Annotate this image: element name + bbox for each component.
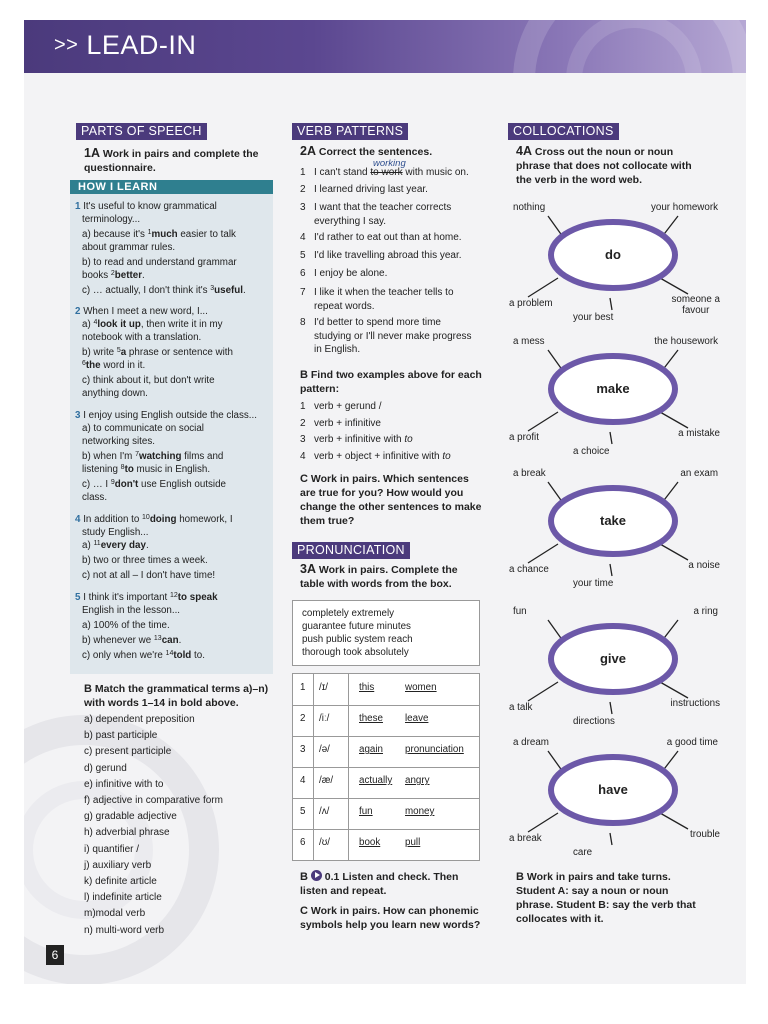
web-noun-bottom-middle: a choice (573, 446, 610, 457)
option-text: class. (82, 492, 108, 503)
exercise-4b (516, 870, 696, 926)
web-connector (528, 278, 558, 297)
exercise-number: C (300, 905, 308, 917)
phoneme-symbol: /ʌ/ (319, 806, 330, 817)
option-text: to. (191, 650, 205, 661)
term-item: f) adjective in comparative form (84, 795, 223, 807)
term-item: a) dependent preposition (84, 714, 195, 725)
exercise-4a (516, 144, 692, 187)
question-3 (75, 409, 270, 504)
example-word: money (405, 806, 435, 817)
web-verb: give (599, 651, 626, 666)
exercise-instruction: phrase that does not collocate with (516, 160, 692, 172)
question-text: I think it's important (83, 592, 170, 603)
term-item: k) definite article (84, 876, 157, 888)
sentence-number: 7 (300, 287, 306, 298)
sentence-text: I learned driving last year. (314, 184, 428, 195)
web-connector (660, 544, 688, 560)
textbook-page (24, 20, 746, 984)
word-box (292, 600, 480, 666)
exercise-instruction: Work in pairs. Complete the (318, 564, 458, 576)
web-noun-top-left: a dream (513, 737, 549, 748)
table-row (293, 829, 479, 860)
sentence-item (300, 267, 486, 281)
term-item: n) multi-word verb (84, 924, 165, 936)
option-text: about grammar rules. (82, 242, 176, 253)
collocations-heading: COLLOCATIONS (508, 123, 619, 140)
question-4 (75, 513, 270, 582)
page-title (54, 30, 196, 61)
struck-word: to work (370, 167, 403, 178)
word-web (508, 468, 728, 598)
superscript-number: 3 (210, 285, 215, 292)
exercise-instruction: Work in pairs and complete the (102, 148, 259, 160)
question-5 (75, 591, 270, 662)
bold-word: look it up (97, 319, 141, 330)
question-text: study English... (82, 527, 149, 538)
option-text: networking sites. (82, 436, 155, 447)
word-web (508, 606, 728, 736)
word-box-line: thorough took absolutely (302, 647, 409, 658)
web-noun-top-right: an exam (680, 468, 718, 479)
word-web (508, 336, 728, 466)
sentence-item (300, 183, 486, 197)
web-noun-bottom-middle: your time (573, 578, 614, 589)
sentence-text: in English. (314, 344, 361, 355)
option-text: films and (181, 451, 224, 462)
question-text: I enjoy using English outside the class... (83, 410, 257, 421)
exercise-instruction: the verb in the word web. (516, 174, 643, 186)
option-text: c) think about it, but don't write (82, 375, 215, 386)
option-text: a) because it's (82, 229, 148, 240)
question-2 (75, 305, 270, 400)
web-connector (610, 833, 612, 845)
example-word: leave (405, 713, 429, 724)
bold-word: every day (100, 540, 146, 551)
example-word: angry (405, 775, 430, 786)
term-item: e) infinitive with to (84, 778, 164, 790)
sentence-text: I'd better to spend more time (314, 317, 441, 328)
exercise-instruction: Cross out the noun or noun (534, 146, 674, 158)
word-web (508, 202, 728, 332)
question-text: It's useful to know grammatical (83, 201, 217, 212)
sentence-item (300, 166, 486, 180)
word-web-graphic (508, 606, 728, 736)
option-text: , then write it in my (140, 319, 223, 330)
audio-play-icon[interactable] (311, 870, 322, 881)
sentence-number: 5 (300, 250, 306, 261)
term-item: d) gerund (84, 762, 127, 774)
row-number: 5 (300, 806, 306, 817)
word-web (508, 737, 728, 867)
sentence-text: repeat words. (314, 300, 375, 312)
option-text: b) two or three times a week. (82, 555, 208, 566)
web-connector (610, 298, 612, 310)
handwritten-correction: working (373, 158, 406, 169)
example-word: book (359, 837, 381, 848)
web-noun-top-left: a break (513, 468, 546, 479)
option-text: books (82, 270, 111, 281)
option-text: music in English. (133, 464, 211, 475)
page-number: 6 (46, 945, 64, 965)
sentence-text: with music on. (402, 167, 469, 178)
option-text: c) … actually, I don't think it's (82, 285, 211, 296)
exercise-instruction: change the other sentences to make (300, 501, 482, 513)
option-text: word in it. (100, 360, 146, 371)
pattern-text: to (442, 450, 451, 462)
exercise-3a (300, 562, 458, 591)
question-number: 1 (75, 201, 81, 212)
sentence-text: I want that the teacher corrects (314, 202, 452, 213)
exercise-number: 3A (300, 562, 316, 576)
exercise-number: 2A (300, 144, 316, 158)
bold-word: watching (138, 451, 182, 462)
sentence-number: 3 (300, 202, 306, 213)
term-item: j) auxiliary verb (84, 859, 152, 871)
web-noun-bottom-left: a talk (509, 702, 533, 713)
phoneme-symbol: /æ/ (319, 775, 334, 786)
web-noun-top-right: the housework (654, 336, 718, 347)
question-text: homework, I (176, 514, 233, 525)
table-row (293, 798, 479, 830)
sentence-text: studying or I'll never make progress (314, 330, 472, 342)
bold-word: doing (149, 514, 177, 525)
phoneme-table (292, 673, 480, 861)
bold-word: useful (214, 285, 244, 296)
option-text: b) whenever we (82, 635, 154, 646)
web-connector (528, 813, 558, 832)
example-word: actually (359, 775, 393, 786)
exercise-instruction: pattern: (300, 383, 340, 395)
superscript-number: 9 (110, 479, 115, 486)
question-text: When I meet a new word, I... (83, 306, 208, 317)
exercise-instruction: Work in pairs. Which sentences (310, 473, 469, 485)
superscript-number: 5 (116, 347, 121, 354)
bold-word: can (161, 635, 179, 646)
term-item: g) gradable adjective (84, 811, 177, 823)
web-connector (528, 412, 558, 431)
sentence-text: I enjoy be alone. (314, 268, 388, 279)
web-noun-bottom-right: trouble (690, 829, 720, 840)
audio-track-number: 0.1 (324, 871, 340, 883)
exercise-number: B (300, 871, 308, 883)
exercise-number: B (300, 369, 308, 381)
question-number: 3 (75, 410, 81, 421)
option-text: . (142, 270, 145, 281)
word-box-line: completely extremely (302, 608, 395, 619)
exercise-instruction: Student A: say a noun or noun (516, 885, 669, 897)
row-number: 1 (300, 682, 306, 693)
exercise-instruction: Correct the sentences. (318, 146, 433, 158)
example-word: this (359, 682, 375, 693)
exercise-instruction: symbols help you learn new words? (300, 919, 481, 931)
sentence-item (300, 249, 486, 263)
web-noun-top-left: fun (513, 606, 527, 617)
web-noun-bottom-middle: directions (573, 716, 615, 727)
pattern-number: 2 (300, 417, 306, 429)
example-word: again (359, 744, 383, 755)
sentence-number: 2 (300, 184, 306, 195)
sentence-number: 6 (300, 268, 306, 279)
exercise-3b (300, 870, 458, 898)
pattern-item (300, 433, 413, 447)
web-noun-bottom-left: a break (509, 833, 542, 844)
table-row (293, 767, 479, 799)
exercise-2b (300, 368, 482, 396)
pattern-item (300, 417, 381, 431)
sentence-text: I like it when the teacher tells to (314, 287, 454, 298)
word-web-graphic (508, 468, 728, 598)
web-noun-bottom-right-cont: favour (682, 305, 710, 316)
bold-word: a (120, 347, 127, 358)
web-noun-bottom-right: a noise (688, 560, 720, 571)
web-connector (610, 432, 612, 444)
option-text: c) only when we're (82, 650, 166, 661)
superscript-number: 1 (147, 229, 152, 236)
web-noun-top-left: a mess (513, 336, 545, 347)
web-verb: do (605, 247, 621, 262)
question-text: English in the lesson... (82, 605, 181, 616)
sentence-number: 8 (300, 317, 306, 328)
option-text: . (243, 285, 246, 296)
pattern-text: to (404, 434, 413, 445)
word-box-line: push public system reach (302, 634, 413, 645)
option-text: . (145, 540, 149, 551)
exercise-number: B (84, 683, 92, 695)
verb-patterns-heading: VERB PATTERNS (292, 123, 408, 140)
web-noun-bottom-right: instructions (670, 698, 720, 709)
exercise-instruction: Listen and check. Then (342, 871, 459, 883)
bold-word: told (173, 650, 192, 661)
pattern-number: 4 (300, 450, 306, 462)
superscript-number: 8 (120, 464, 125, 471)
superscript-number: 12 (170, 592, 178, 599)
sentence-number: 4 (300, 232, 306, 243)
pronunciation-heading: PRONUNCIATION (292, 542, 410, 559)
option-text: use English outside (138, 479, 226, 490)
web-noun-top-right: your homework (651, 202, 718, 213)
example-word: pronunciation (405, 744, 464, 755)
double-chevron-icon: >> (54, 34, 79, 56)
phoneme-symbol: /ɪ/ (319, 682, 328, 693)
exercise-instruction: them true? (300, 515, 355, 527)
sentence-text: I can't stand (314, 167, 371, 178)
row-number: 6 (300, 837, 306, 848)
bold-word: much (151, 229, 178, 240)
sentence-item (300, 286, 486, 313)
sentence-text: I'd rather to eat out than at home. (314, 232, 462, 243)
bold-word: don't (114, 479, 139, 490)
question-number: 2 (75, 306, 81, 317)
option-text: a) (82, 319, 94, 330)
option-text: a) (82, 540, 94, 551)
sentence-text: everything I say. (314, 215, 387, 227)
option-text: notebook with a translation. (82, 332, 202, 343)
web-noun-bottom-middle: your best (573, 312, 614, 323)
exercise-instruction: with words 1–14 in bold above. (84, 697, 239, 709)
option-text: b) when I'm (82, 451, 136, 462)
question-text: In addition to (83, 514, 143, 525)
exercise-number: 4A (516, 144, 532, 158)
option-text: anything down. (82, 388, 148, 399)
superscript-number: 6 (82, 360, 86, 367)
pattern-text: verb + infinitive with (314, 434, 405, 445)
exercise-2c (300, 472, 481, 528)
word-web-graphic (508, 737, 728, 867)
sentence-text: I'd like travelling abroad this year. (314, 250, 462, 261)
superscript-number: 10 (142, 514, 150, 521)
exercise-instruction: collocates with it. (516, 913, 604, 925)
exercise-2a (300, 144, 432, 159)
pattern-number: 1 (300, 401, 306, 412)
web-connector (610, 564, 612, 576)
option-text: c) not at all – I don't have time! (82, 570, 216, 581)
example-word: fun (359, 806, 373, 817)
bold-word: to speak (177, 592, 218, 603)
word-web-graphic (508, 336, 728, 466)
web-noun-bottom-left: a chance (509, 564, 549, 575)
exercise-instruction: Work in pairs. How can phonemic (310, 905, 479, 917)
exercise-1a (84, 146, 259, 175)
exercise-instruction: phrase. Student B: say the verb that (516, 899, 696, 911)
exercise-instruction: are true for you? How would you (300, 487, 464, 499)
example-word: pull (405, 837, 421, 848)
row-number: 2 (300, 713, 306, 724)
exercise-instruction: Find two examples above for each (310, 369, 482, 381)
superscript-number: 7 (135, 451, 139, 458)
word-box-text (302, 607, 413, 659)
exercise-instruction: table with words from the box. (300, 578, 452, 590)
sentence-item (300, 231, 486, 245)
option-text: phrase or sentence with (126, 347, 233, 358)
superscript-number: 11 (93, 540, 101, 547)
sentence-item (300, 201, 486, 228)
term-item: h) adverbial phrase (84, 827, 170, 839)
exercise-instruction: questionnaire. (84, 162, 156, 174)
pattern-text: verb + gerund / (314, 401, 382, 412)
pattern-item (300, 400, 382, 414)
lead-in-banner (24, 20, 746, 73)
term-item: c) present participle (84, 746, 172, 758)
phoneme-symbol: /iː/ (319, 713, 330, 724)
web-connector (660, 682, 688, 698)
term-item: b) past participle (84, 730, 158, 742)
term-item: l) indefinite article (84, 892, 162, 904)
word-box-line: guarantee future minutes (302, 621, 411, 632)
web-noun-top-right: a ring (693, 606, 718, 617)
pattern-text: verb + infinitive (314, 417, 381, 429)
page-title-text: LEAD-IN (86, 30, 197, 60)
web-connector (660, 813, 688, 829)
bold-word: to (124, 464, 134, 475)
web-noun-bottom-left: a profit (509, 432, 539, 443)
web-verb: take (599, 513, 627, 528)
web-noun-bottom-right: someone a favour (671, 294, 720, 316)
option-text: c) … I (82, 479, 111, 490)
superscript-number: 4 (93, 319, 98, 326)
exercise-instruction: listen and repeat. (300, 885, 387, 897)
option-text: . (178, 635, 182, 646)
web-noun-bottom-right: a mistake (678, 428, 720, 439)
superscript-number: 2 (110, 270, 115, 277)
web-connector (528, 682, 558, 701)
pattern-item (300, 450, 451, 464)
option-text: b) write (82, 347, 117, 358)
bold-word: the (85, 360, 101, 371)
question-1 (75, 200, 270, 297)
exercise-number: B (516, 871, 524, 883)
bold-word: better (114, 270, 143, 281)
web-verb: make (596, 381, 630, 396)
web-connector (528, 544, 558, 563)
web-connector (660, 412, 688, 428)
example-word: these (359, 713, 383, 724)
how-i-learn-heading: HOW I LEARN (70, 180, 273, 194)
superscript-number: 13 (153, 635, 162, 642)
sentence-item (300, 316, 486, 357)
question-number: 5 (75, 592, 81, 603)
sentence-number: 1 (300, 167, 306, 178)
web-verb: have (598, 782, 628, 797)
phoneme-symbol: /ə/ (319, 744, 330, 755)
option-text: easier to talk (177, 229, 236, 240)
row-number: 3 (300, 744, 306, 755)
table-row (293, 736, 479, 768)
table-row (293, 674, 479, 706)
table-row (293, 705, 479, 737)
option-text: a) 100% of the time. (82, 620, 170, 631)
option-text: b) to read and understand grammar (82, 257, 237, 268)
web-connector (610, 702, 612, 714)
question-number: 4 (75, 514, 81, 525)
web-connector (660, 278, 688, 294)
parts-of-speech-heading: PARTS OF SPEECH (76, 123, 207, 140)
pattern-number: 3 (300, 434, 306, 445)
term-item: i) quantifier / (84, 843, 140, 855)
exercise-instruction: Match the grammatical terms a)–n) (94, 683, 269, 695)
option-text: listening (82, 464, 121, 475)
question-text: terminology... (82, 214, 141, 225)
phoneme-symbol: /ʊ/ (319, 837, 331, 848)
term-item: m)modal verb (84, 908, 146, 920)
row-number: 4 (300, 775, 306, 786)
exercise-number: C (300, 473, 308, 485)
grammatical-terms-list (84, 712, 223, 939)
exercise-instruction: Work in pairs and take turns. (526, 871, 671, 883)
web-noun-top-left: nothing (513, 202, 546, 213)
web-noun-top-right: a good time (666, 737, 718, 748)
exercise-number: 1A (84, 146, 100, 160)
exercise-1b (84, 682, 268, 710)
web-noun-bottom-left: a problem (509, 298, 553, 309)
pattern-text: verb + object + infinitive with (314, 450, 443, 462)
superscript-number: 14 (165, 650, 174, 657)
exercise-3c (300, 904, 480, 932)
example-word: women (405, 682, 437, 693)
option-text: a) to communicate on social (82, 423, 204, 434)
web-noun-bottom-middle: care (573, 847, 593, 858)
